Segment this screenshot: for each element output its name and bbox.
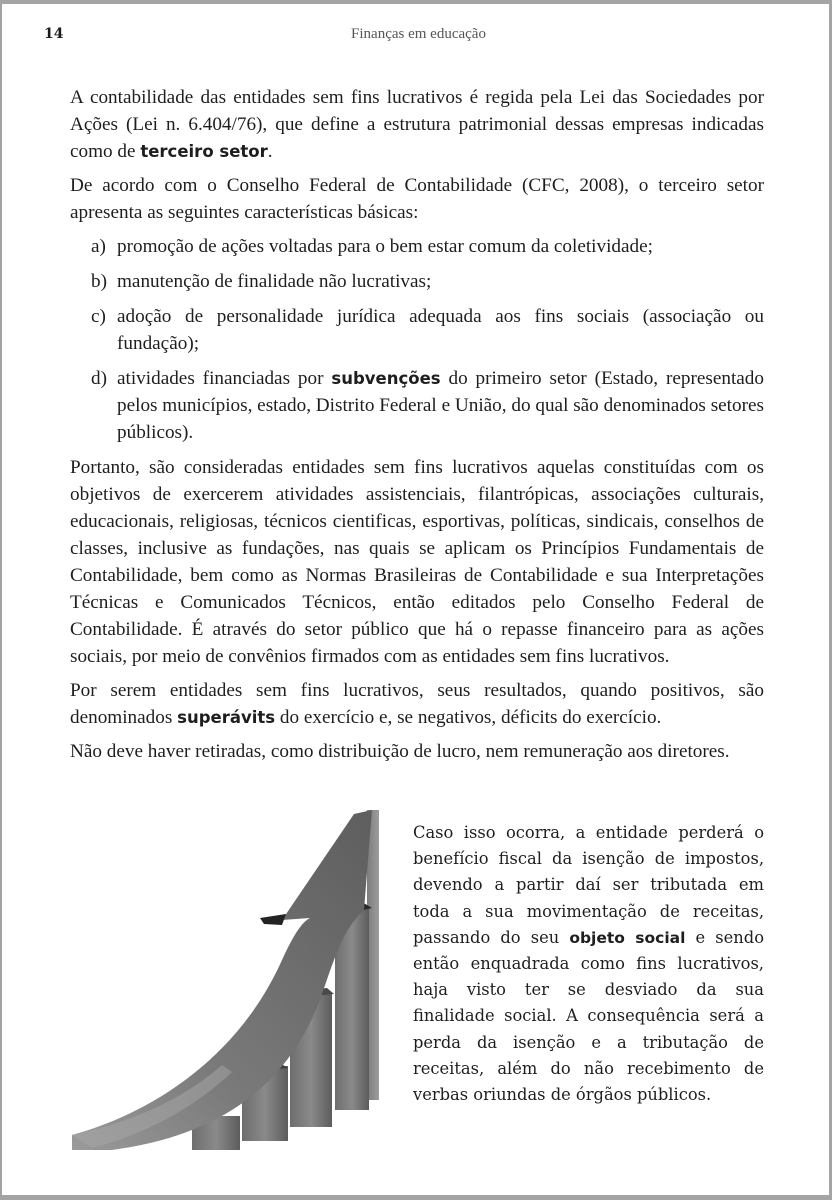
document-page: [2, 4, 829, 1195]
list-item: [70, 268, 764, 295]
bold-term: subvenções: [331, 369, 441, 388]
text: e sendo então enquadrada como fins lucrativos, haja visto ter se desviado da sua finalidade social. A consequência será a perda da isenção e a tributação de receitas, além do não recebimento de verbas oriundas de órgãos públicos.: [413, 927, 765, 1105]
list-item: [70, 365, 764, 446]
list-item-text: atividades financiadas por: [117, 368, 332, 389]
list-item-text: promoção de ações voltadas para o bem estar comum da coletividade;: [117, 236, 653, 257]
running-title: Finanças em educação: [351, 26, 486, 42]
growth-chart-illustration: [72, 810, 392, 1150]
paragraph-6: [413, 820, 764, 1108]
list-marker: b): [91, 271, 107, 292]
characteristics-list: [70, 233, 764, 446]
paragraph-1: [70, 84, 764, 165]
list-item-text: do primeiro setor (Estado, representado pelos municípios, estado, Distrito Federal e União, do qual são denominados setores públicos).: [117, 368, 764, 443]
list-marker: c): [91, 306, 106, 327]
body-text: [70, 84, 764, 772]
paragraph-2: De acordo com o Conselho Federal de Contabilidade (CFC, 2008), o terceiro setor apresenta as seguintes características básicas:: [70, 175, 764, 223]
bold-term: superávits: [177, 708, 276, 727]
bold-term: objeto social: [569, 928, 686, 947]
bold-term: terceiro setor: [140, 142, 268, 161]
list-marker: d): [91, 368, 107, 389]
list-item-text: adoção de personalidade jurídica adequada aos fins sociais (associação ou fundação);: [117, 306, 764, 354]
list-marker: a): [91, 236, 106, 257]
text: .: [267, 141, 273, 162]
growth-arrow-bar-chart-icon: [72, 810, 392, 1150]
side-text: [413, 820, 764, 1108]
paragraph-4: [70, 677, 764, 731]
paragraph-3: Portanto, são consideradas entidades sem fins lucrativos aquelas constituídas com os objetivos de exercerem atividades assistenciais, filantrópicas, associações culturais, educacionais, religiosas, técnicos cientificas, esportivas, políticas, sindicais, conselhos de classes, inclusive as fundações, nas quais se aplicam os Princípios Fundamentais de Contabilidade, bem como as Normas Brasileiras de Contabilidade e sua Interpretações Técnicas e Comunicados Técnicos, então editados pelo Conselho Federal de Contabilidade. É através do setor público que há o repasse financeiro para as ações sociais, por meio de convênios firmados com as entidades sem fins lucrativos.: [70, 457, 764, 667]
text: do exercício e, se negativos, déficits do exercício.: [275, 707, 662, 728]
text: Por serem entidades sem fins lucrativos, seus resultados, quando positivos, são denominados: [70, 680, 764, 728]
list-item: [70, 303, 764, 357]
list-item-text: manutenção de finalidade não lucrativas;: [117, 271, 432, 292]
list-item: [70, 233, 764, 260]
text: Caso isso ocorra, a entidade perderá o benefício fiscal da isenção de impostos, devendo a partir daí ser tributada em toda a sua movimentação de receitas, passando do seu: [413, 823, 764, 947]
text: A contabilidade das entidades sem fins lucrativos é regida pela Lei das Sociedades por Ações (Lei n. 6.404/76), que define a estrutura patrimonial dessas empresas indicadas como de: [70, 87, 764, 162]
page-number: 14: [44, 26, 64, 42]
paragraph-5: Não deve haver retiradas, como distribuição de lucro, nem remuneração aos diretores.: [70, 741, 730, 762]
arrow-head-edge: [260, 914, 286, 925]
